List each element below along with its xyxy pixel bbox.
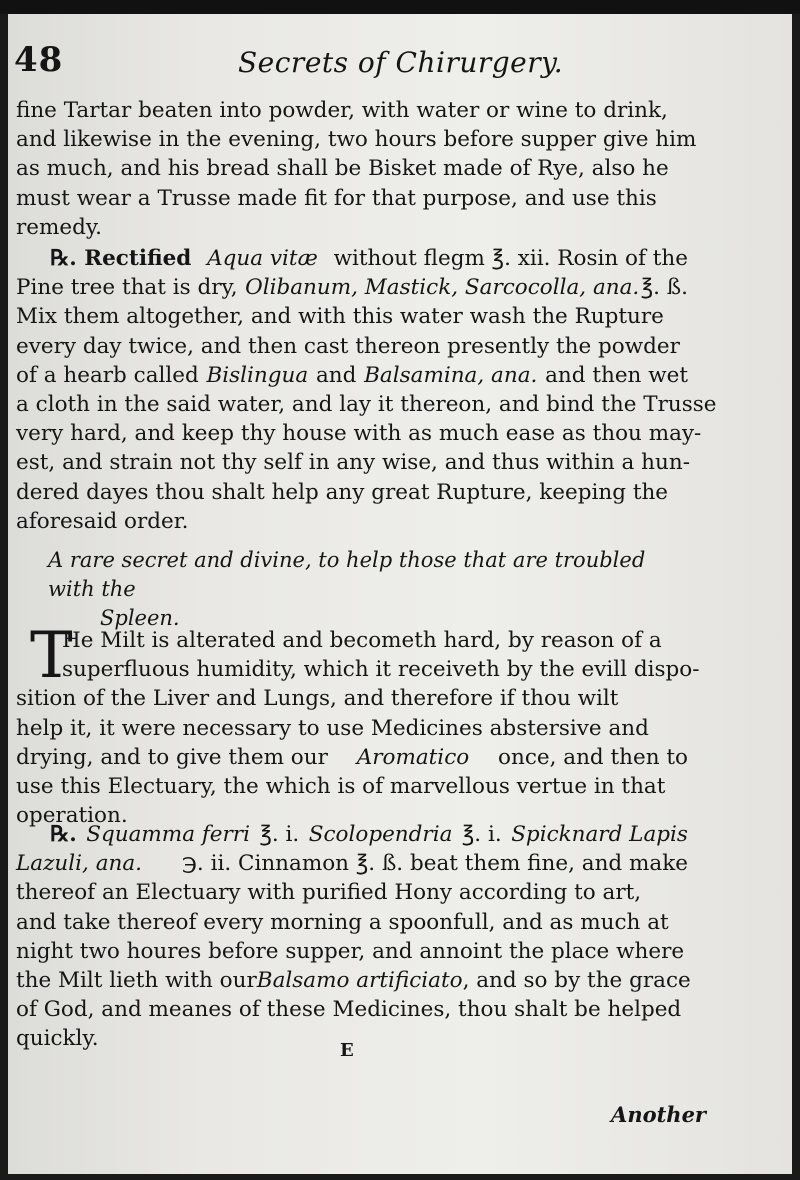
text-line: Mix them altogether, and with this water wash the Rupture	[16, 304, 664, 330]
drop-cap: T	[30, 619, 73, 693]
page-number: 48	[14, 40, 64, 80]
text-line: fine Tartar beaten into powder, with water or wine to drink,	[16, 98, 668, 123]
text-line: ℞. Squamma ferri ℥. i. Scolopendria ℥. i. Spicknard Lapis	[50, 822, 688, 847]
text-line: remedy.	[16, 214, 102, 240]
text-line: of a hearb called Bislingua and Balsamina, ana. and then wet	[16, 362, 688, 388]
scan-border	[0, 0, 800, 14]
book-page	[8, 14, 792, 1174]
recipe-paragraph-1	[16, 244, 717, 536]
text-line: dered dayes thou shalt help any great Rupture, keeping the	[16, 479, 669, 505]
text-line: drying, and to give them our Aromatico once, and then to	[16, 744, 688, 770]
text-line: ℞. Rectified Aqua vitæ without flegm ℥. xii. Rosin of the	[50, 246, 688, 271]
text-line: of God, and meanes of these Medicines, thou shalt be helped	[16, 997, 682, 1023]
signature-mark: E	[340, 1040, 354, 1061]
text-line: use this Electuary, the which is of marvellous vertue in that	[16, 773, 666, 799]
text-line: and likewise in the evening, two hours before supper give him	[16, 127, 697, 153]
text-line: very hard, and keep thy house with as much ease as thou may-	[16, 421, 702, 447]
paragraph-3	[16, 619, 700, 830]
text-line: aforesaid order.	[16, 508, 189, 534]
section-heading	[48, 546, 698, 633]
text-line: sition of the Liver and Lungs, and therefore if thou wilt	[16, 686, 619, 712]
text-line: Lazuli, ana. ℈. ii. Cinnamon ℥. ß. beat them fine, and make	[16, 851, 688, 877]
heading-line: A rare secret and divine, to help those that are troubled with the	[48, 548, 646, 601]
text-line: as much, and his bread shall be Bisket made of Rye, also he	[16, 156, 669, 182]
text-line: help it, it were necessary to use Medicines abstersive and	[16, 715, 649, 741]
text-line: est, and strain not thy self in any wise, and thus within a hun-	[16, 450, 690, 476]
text-line: a cloth in the said water, and lay it thereon, and bind the Trusse	[16, 391, 717, 417]
paragraph-1	[16, 96, 697, 242]
text-line: the Milt lieth with our Balsamo artificiato , and so by the grace	[16, 967, 691, 993]
text-line: must wear a Trusse made fit for that purpose, and use this	[16, 185, 657, 211]
text-line: He Milt is alterated and becometh hard, by reason of a	[62, 628, 662, 653]
text-line: operation.	[16, 803, 128, 829]
text-line: and take thereof every morning a spoonfull, and as much at	[16, 909, 669, 935]
text-line: every day twice, and then cast thereon presently the powder	[16, 333, 680, 359]
text-line: Pine tree that is dry, Olibanum, Mastick, Sarcocolla, ana. ℥. ß.	[16, 275, 688, 301]
page-header	[8, 40, 792, 90]
text-line: thereof an Electuary with purified Hony according to art,	[16, 880, 642, 906]
recipe-paragraph-2	[16, 820, 691, 1054]
running-head: Secrets of Chirurgery.	[238, 46, 564, 79]
text-line: superfluous humidity, which it receiveth by the evill dispo-	[62, 657, 700, 683]
heading-line: Spleen.	[100, 606, 180, 630]
catchword: Another	[611, 1102, 706, 1127]
text-line: quickly.	[16, 1026, 99, 1052]
text-line: night two houres before supper, and annoint the place where	[16, 938, 685, 964]
